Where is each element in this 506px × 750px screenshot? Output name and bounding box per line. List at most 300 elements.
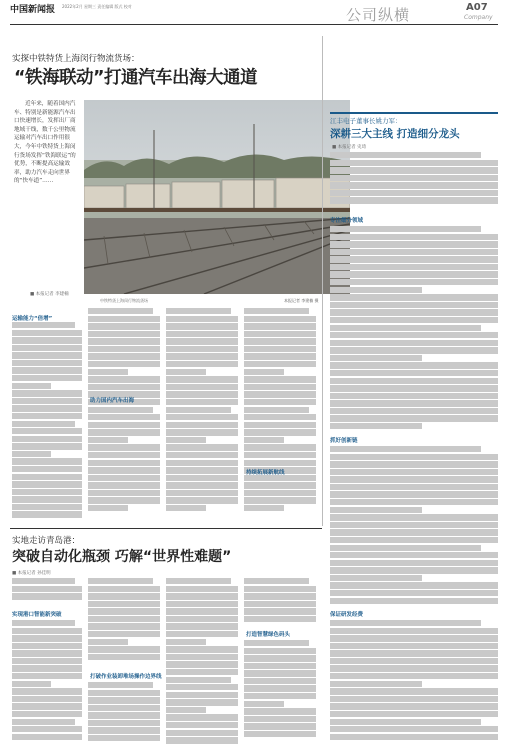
text-line xyxy=(12,436,82,442)
text-line xyxy=(244,586,316,592)
text-line xyxy=(166,376,238,382)
text-line xyxy=(330,665,498,671)
text-line xyxy=(244,608,316,614)
text-line xyxy=(330,279,498,285)
text-line xyxy=(88,705,160,711)
text-line xyxy=(330,309,498,315)
paper-name: 中国新闻报 xyxy=(10,5,56,15)
text-line xyxy=(166,601,238,607)
section-title: 公司纵横 xyxy=(346,6,411,24)
text-line xyxy=(166,593,238,599)
text-line xyxy=(166,467,238,473)
story2-rule xyxy=(330,112,498,114)
story1-photo-credit: 本报记者 李建楠 摄 xyxy=(284,298,319,303)
text-line xyxy=(12,421,75,427)
text-line xyxy=(12,466,82,472)
text-line xyxy=(166,730,238,736)
story3-col-4a xyxy=(244,578,316,626)
story1-col-1 xyxy=(12,322,82,520)
text-line xyxy=(330,620,481,626)
text-line xyxy=(330,703,498,709)
text-line xyxy=(330,271,498,277)
text-line xyxy=(12,665,82,671)
story3-headline: 突破自动化瓶颈 巧解“世界性难题” xyxy=(12,549,232,565)
text-line xyxy=(330,567,498,573)
text-line xyxy=(166,384,238,390)
text-line xyxy=(244,407,309,413)
text-line xyxy=(166,361,238,367)
text-line xyxy=(12,643,82,649)
text-line xyxy=(166,623,238,629)
text-line xyxy=(244,497,316,503)
text-line xyxy=(330,476,498,482)
text-line xyxy=(166,429,238,435)
text-line xyxy=(88,316,160,322)
text-line xyxy=(88,593,160,599)
masthead xyxy=(10,2,498,24)
text-line xyxy=(330,393,498,399)
text-line xyxy=(330,249,498,255)
text-line xyxy=(244,391,316,397)
text-line xyxy=(88,497,160,503)
text-line xyxy=(166,475,238,481)
text-line xyxy=(244,429,316,435)
text-line xyxy=(330,681,422,687)
story3-col-2a xyxy=(88,578,160,668)
text-line xyxy=(330,197,498,203)
text-line xyxy=(88,429,160,435)
text-line xyxy=(330,256,498,262)
story1-photo xyxy=(84,100,350,294)
text-line xyxy=(330,287,422,293)
text-line xyxy=(12,734,82,740)
text-line xyxy=(166,684,238,690)
text-line xyxy=(12,405,82,411)
text-line xyxy=(244,616,316,622)
text-line xyxy=(330,446,481,452)
text-line xyxy=(166,490,238,496)
text-line xyxy=(330,160,498,166)
column-divider xyxy=(322,36,323,526)
page-number: A07 xyxy=(466,2,488,13)
story2-para-1 xyxy=(330,152,498,212)
text-line xyxy=(88,346,160,352)
text-line xyxy=(166,639,206,645)
text-line xyxy=(88,460,160,466)
text-line xyxy=(244,601,316,607)
story3-kicker: 实地走访青岛港： xyxy=(12,536,81,546)
text-line xyxy=(244,460,316,466)
text-line xyxy=(244,399,316,405)
text-line xyxy=(330,726,498,732)
text-line xyxy=(88,578,153,584)
text-line xyxy=(166,497,238,503)
text-line xyxy=(330,264,498,270)
story1-photo-caption: 中铁特货上海闵行物流货场 xyxy=(100,298,148,303)
text-line xyxy=(12,628,82,634)
text-line xyxy=(12,458,82,464)
text-line xyxy=(12,688,82,694)
text-line xyxy=(330,696,498,702)
text-line xyxy=(244,701,284,707)
text-line xyxy=(12,635,82,641)
story2-subhead-2: 抓好创新链 xyxy=(330,438,358,444)
story3-col-1b xyxy=(12,620,82,746)
text-line xyxy=(330,167,498,173)
text-line xyxy=(330,226,481,232)
text-line xyxy=(166,505,206,511)
text-line xyxy=(12,726,82,732)
text-line xyxy=(330,408,498,414)
text-line xyxy=(244,437,284,443)
text-line xyxy=(166,646,238,652)
text-line xyxy=(88,682,153,688)
text-line xyxy=(166,578,231,584)
text-line xyxy=(330,582,498,588)
text-line xyxy=(330,175,498,181)
text-line xyxy=(88,654,160,660)
text-line xyxy=(244,308,309,314)
text-line xyxy=(330,658,498,664)
text-line xyxy=(12,703,82,709)
story2-para-3 xyxy=(330,446,498,606)
text-line xyxy=(330,454,498,460)
text-line xyxy=(12,443,82,449)
story3-byline: ■ 本报记者 孙佳明 xyxy=(12,571,51,576)
story2-label: 江丰电子董事长姚力军： xyxy=(330,117,402,125)
text-line xyxy=(166,414,238,420)
story1-subhead-2: 助力国内汽车出海 xyxy=(90,398,135,404)
text-line xyxy=(244,648,316,654)
text-line xyxy=(244,693,316,699)
text-line xyxy=(244,376,316,382)
text-line xyxy=(330,400,498,406)
text-line xyxy=(244,505,284,511)
text-line xyxy=(330,317,498,323)
text-line xyxy=(330,514,498,520)
story2-para-2 xyxy=(330,226,498,432)
text-line xyxy=(244,663,316,669)
text-line xyxy=(330,362,498,368)
text-line xyxy=(12,398,82,404)
text-line xyxy=(244,678,316,684)
text-line xyxy=(88,646,160,652)
text-line xyxy=(330,560,498,566)
text-line xyxy=(330,294,498,300)
text-line xyxy=(88,475,160,481)
text-line xyxy=(244,723,316,729)
story3-rule xyxy=(10,528,322,529)
text-line xyxy=(12,360,82,366)
rail-yard-illustration xyxy=(84,100,350,294)
text-line xyxy=(330,355,422,361)
text-line xyxy=(166,391,238,397)
text-line xyxy=(88,639,128,645)
text-line xyxy=(12,428,82,434)
text-line xyxy=(166,608,238,614)
text-line xyxy=(12,413,82,419)
text-line xyxy=(88,338,160,344)
text-line xyxy=(88,727,160,733)
story1-byline: ■ 本报记者 李建楠 xyxy=(30,292,69,297)
text-line xyxy=(12,496,82,502)
story2-byline: ■ 本报记者 史琦 xyxy=(332,145,367,150)
text-line xyxy=(88,452,160,458)
text-line xyxy=(330,385,498,391)
text-line xyxy=(166,323,238,329)
story3-col-4b xyxy=(244,640,316,746)
page-label: Company xyxy=(464,14,493,21)
text-line xyxy=(88,608,160,614)
text-line xyxy=(330,688,498,694)
text-line xyxy=(244,655,316,661)
text-line xyxy=(12,383,51,389)
text-line xyxy=(166,407,231,413)
text-line xyxy=(12,711,82,717)
text-line xyxy=(166,353,238,359)
text-line xyxy=(244,444,316,450)
story3-col-2b xyxy=(88,682,160,746)
text-line xyxy=(88,437,128,443)
text-line xyxy=(166,586,238,592)
text-line xyxy=(166,308,231,314)
masthead-rule xyxy=(10,24,498,25)
text-line xyxy=(244,685,316,691)
text-line xyxy=(12,681,51,687)
text-line xyxy=(330,643,498,649)
text-line xyxy=(12,390,82,396)
story2-subhead-3: 保证研发经费 xyxy=(330,612,364,618)
text-line xyxy=(330,469,498,475)
story1-col-3 xyxy=(166,308,238,520)
text-line xyxy=(88,323,160,329)
text-line xyxy=(330,711,498,717)
text-line xyxy=(88,384,160,390)
text-line xyxy=(12,345,82,351)
text-line xyxy=(12,504,82,510)
text-line xyxy=(88,331,160,337)
text-line xyxy=(330,650,498,656)
text-line xyxy=(88,308,153,314)
text-line xyxy=(88,505,128,511)
text-line xyxy=(330,325,481,331)
story2-para-4 xyxy=(330,620,498,746)
text-line xyxy=(88,482,160,488)
text-line xyxy=(166,444,238,450)
text-line xyxy=(166,722,238,728)
text-line xyxy=(12,650,82,656)
text-line xyxy=(88,414,160,420)
text-line xyxy=(12,489,82,495)
text-line xyxy=(330,499,498,505)
text-line xyxy=(330,673,498,679)
text-line xyxy=(166,482,238,488)
text-line xyxy=(330,545,481,551)
text-line xyxy=(244,369,284,375)
story3-col-1a xyxy=(12,578,82,608)
text-line xyxy=(166,338,238,344)
text-line xyxy=(244,361,316,367)
text-line xyxy=(166,452,238,458)
text-line xyxy=(330,635,498,641)
text-line xyxy=(244,414,316,420)
text-line xyxy=(12,322,75,328)
text-line xyxy=(330,378,498,384)
text-line xyxy=(244,452,316,458)
text-line xyxy=(166,654,238,660)
story1-col-2 xyxy=(88,308,160,520)
text-line xyxy=(12,474,82,480)
text-line xyxy=(12,367,82,373)
text-line xyxy=(330,529,498,535)
text-line xyxy=(330,575,422,581)
text-line xyxy=(244,593,316,599)
text-line xyxy=(12,719,75,725)
text-line xyxy=(12,451,51,457)
text-line xyxy=(244,338,316,344)
text-line xyxy=(166,460,238,466)
text-line xyxy=(330,347,498,353)
text-line xyxy=(88,422,160,428)
text-line xyxy=(88,712,160,718)
story3-subhead-2: 打破作业装卸堆场操作边界线 xyxy=(90,674,162,680)
text-line xyxy=(244,716,316,722)
text-line xyxy=(12,337,82,343)
text-line xyxy=(330,628,498,634)
text-line xyxy=(166,661,238,667)
text-line xyxy=(330,234,498,240)
text-line xyxy=(12,586,82,592)
text-line xyxy=(330,491,498,497)
text-line xyxy=(166,399,238,405)
story1-kicker: 实探中铁特货上海闵行物流货场： xyxy=(12,54,140,64)
text-line xyxy=(88,369,128,375)
text-line xyxy=(166,369,206,375)
text-line xyxy=(88,586,160,592)
text-line xyxy=(244,323,316,329)
text-line xyxy=(330,537,498,543)
text-line xyxy=(166,616,238,622)
text-line xyxy=(88,601,160,607)
text-line xyxy=(88,361,160,367)
text-line xyxy=(330,522,498,528)
text-line xyxy=(88,353,160,359)
story1-headline: “铁海联动”打通汽车出海大通道 xyxy=(14,68,258,88)
text-line xyxy=(12,330,82,336)
text-line xyxy=(88,490,160,496)
text-line xyxy=(330,552,498,558)
text-line xyxy=(166,346,238,352)
story2-headline: 深耕三大主线 打造细分龙头 xyxy=(330,128,460,140)
text-line xyxy=(12,375,82,381)
text-line xyxy=(244,670,316,676)
story1-subhead-1: 运输能力“倍增” xyxy=(12,316,53,322)
text-line xyxy=(244,384,316,390)
text-line xyxy=(12,696,82,702)
text-line xyxy=(330,332,498,338)
text-line xyxy=(88,376,160,382)
text-line xyxy=(166,677,231,683)
text-line xyxy=(330,598,498,604)
text-line xyxy=(330,190,498,196)
text-line xyxy=(88,467,160,473)
text-line xyxy=(330,302,498,308)
text-line xyxy=(166,422,238,428)
story2-subhead-1: 专注细分领域 xyxy=(330,218,364,224)
story3-subhead-3: 打造智慧绿色码头 xyxy=(246,632,291,638)
text-line xyxy=(330,415,498,421)
text-line xyxy=(166,316,238,322)
text-line xyxy=(244,482,316,488)
text-line xyxy=(244,731,316,737)
text-line xyxy=(330,507,422,513)
text-line xyxy=(88,690,160,696)
text-line xyxy=(244,708,316,714)
text-line xyxy=(88,735,160,741)
text-line xyxy=(244,490,316,496)
text-line xyxy=(12,673,82,679)
text-line xyxy=(330,734,498,740)
text-line xyxy=(330,590,498,596)
text-line xyxy=(12,352,82,358)
text-line xyxy=(12,658,82,664)
text-line xyxy=(330,182,498,188)
story3-subhead-1: 实现港口智能新突破 xyxy=(12,612,62,618)
text-line xyxy=(88,720,160,726)
text-line xyxy=(330,370,498,376)
text-line xyxy=(166,331,238,337)
text-line xyxy=(166,699,238,705)
text-line xyxy=(330,461,498,467)
text-line xyxy=(12,511,82,517)
text-line xyxy=(166,437,206,443)
text-line xyxy=(88,444,160,450)
text-line xyxy=(244,346,316,352)
text-line xyxy=(166,669,238,675)
text-line xyxy=(12,578,75,584)
text-line xyxy=(166,707,206,713)
text-line xyxy=(166,714,238,720)
text-line xyxy=(244,316,316,322)
text-line xyxy=(166,692,238,698)
issue-meta: 2022年2月 星期三 责任编辑 版式 校对 xyxy=(62,4,132,9)
text-line xyxy=(88,623,160,629)
text-line xyxy=(330,719,481,725)
story1-subhead-3: 持续拓展新航线 xyxy=(246,470,285,476)
text-line xyxy=(244,422,316,428)
text-line xyxy=(88,697,160,703)
text-line xyxy=(330,423,422,429)
text-line xyxy=(330,152,481,158)
story1-col-4 xyxy=(244,308,316,520)
text-line xyxy=(244,640,309,646)
story1-intro: 近年来，随着国内汽车、特别是新能源汽车出口快速增长，发挥出厂商地域干线，数千公里物流运输对汽车出口作用很大，今年中铁特货上海闵行货场发挥“铁海联运”的优势，不断提高运输效率，助力汽车走向世界的“快车道”…… xyxy=(14,101,76,185)
story3-col-3 xyxy=(166,578,238,746)
text-line xyxy=(12,593,82,599)
text-line xyxy=(88,616,160,622)
text-line xyxy=(330,340,498,346)
text-line xyxy=(88,631,160,637)
text-line xyxy=(166,631,238,637)
text-line xyxy=(12,481,82,487)
text-line xyxy=(330,241,498,247)
text-line xyxy=(166,737,238,743)
text-line xyxy=(244,353,316,359)
text-line xyxy=(244,331,316,337)
text-line xyxy=(330,484,498,490)
text-line xyxy=(12,620,75,626)
text-line xyxy=(88,407,153,413)
